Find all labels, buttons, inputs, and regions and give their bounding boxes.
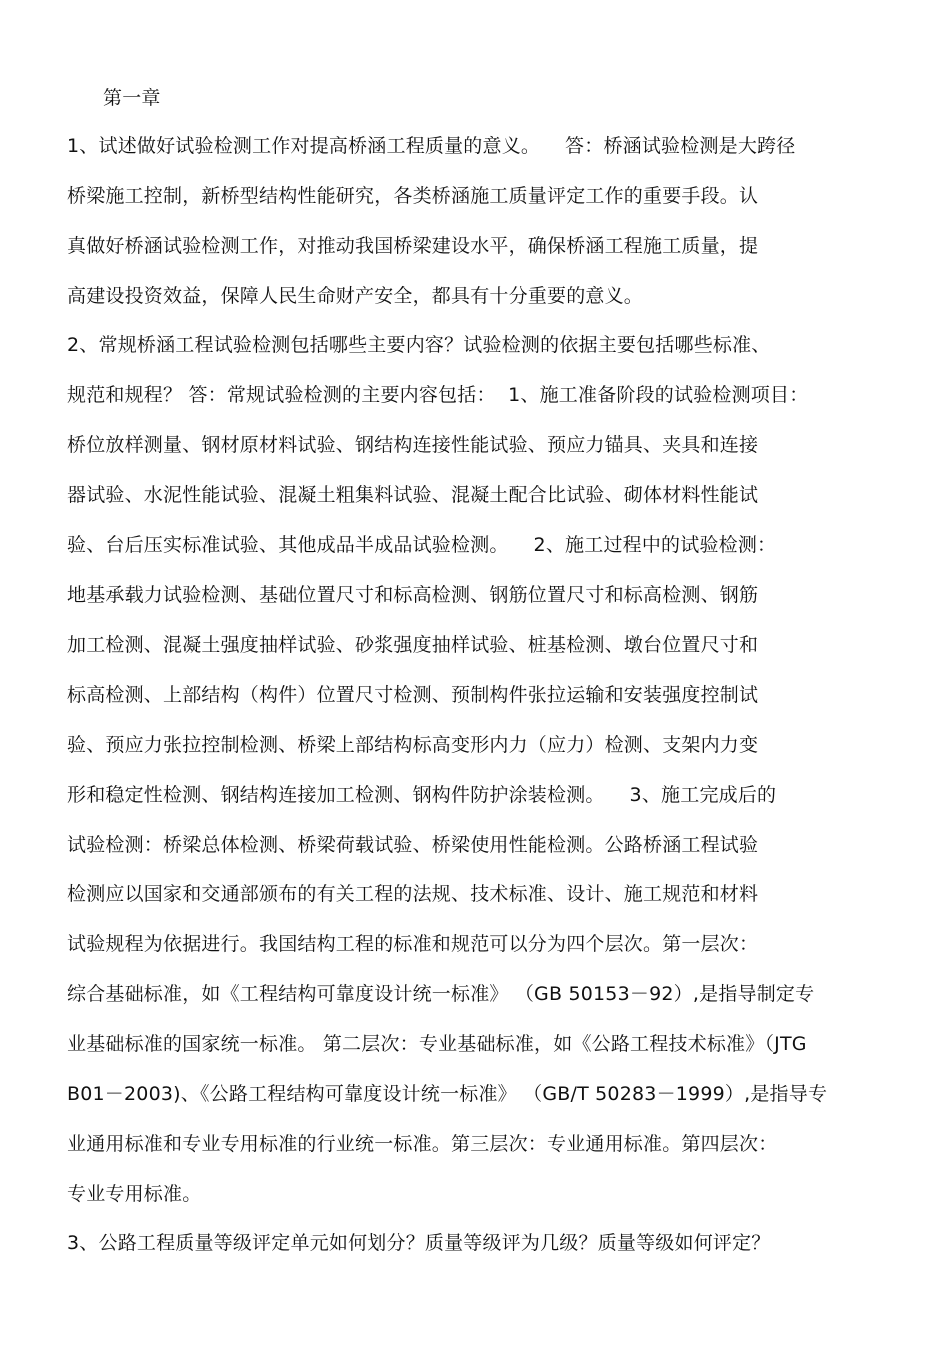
text-line: 加工检测、混凝土强度抽样试验、砂浆强度抽样试验、桩基检测、墩台位置尺寸和 [67, 634, 759, 656]
text-line: 3、公路工程质量等级评定单元如何划分？质量等级评为几级？质量等级如何评定？ [67, 1232, 771, 1254]
text-line: 检测应以国家和交通部颁布的有关工程的法规、技术标准、设计、施工规范和材料 [67, 883, 759, 905]
text-line: 标高检测、上部结构（构件）位置尺寸检测、预制构件张拉运输和安装强度控制试 [67, 684, 759, 706]
text-line: 业基础标准的国家统一标准。 第二层次：专业基础标准，如《公路工程技术标准》（JTG [67, 1033, 807, 1055]
text-line: 规范和规程？ 答：常规试验检测的主要内容包括： 1、施工准备阶段的试验检测项目： [67, 384, 809, 406]
chapter-title: 第一章 [103, 87, 161, 109]
text-line: 桥梁施工控制，新桥型结构性能研究，各类桥涵施工质量评定工作的重要手段。认 [67, 185, 759, 207]
text-line: 业通用标准和专业专用标准的行业统一标准。第三层次：专业通用标准。第四层次： [67, 1133, 778, 1155]
text-line: 试验规程为依据进行。我国结构工程的标准和规范可以分为四个层次。第一层次： [67, 933, 759, 955]
text-line: 2、常规桥涵工程试验检测包括哪些主要内容？试验检测的依据主要包括哪些标准、 [67, 334, 771, 356]
text-line: 器试验、水泥性能试验、混凝土粗集料试验、混凝土配合比试验、砌体材料性能试 [67, 484, 759, 506]
text-line: 形和稳定性检测、钢结构连接加工检测、钢构件防护涂装检测。 3、施工完成后的 [67, 784, 777, 806]
text-line: 综合基础标准，如《工程结构可靠度设计统一标准》 （GB 50153－92）,是指导制定专 [67, 983, 815, 1005]
text-line: 专业专用标准。 [67, 1183, 202, 1205]
text-line: 试验检测：桥梁总体检测、桥梁荷载试验、桥梁使用性能检测。公路桥涵工程试验 [67, 834, 759, 856]
text-line: 地基承载力试验检测、基础位置尺寸和标高检测、钢筋位置尺寸和标高检测、钢筋 [67, 584, 759, 606]
text-line: 验、台后压实标准试验、其他成品半成品试验检测。 2、施工过程中的试验检测： [67, 534, 777, 556]
text-line: 验、预应力张拉控制检测、桥梁上部结构标高变形内力（应力）检测、支架内力变 [67, 734, 759, 756]
text-line: B01－2003)、《公路工程结构可靠度设计统一标准》 （GB/T 50283－1999）,是指导专 [67, 1083, 828, 1105]
text-line: 桥位放样测量、钢材原材料试验、钢结构连接性能试验、预应力锚具、夹具和连接 [67, 434, 759, 456]
text-line: 1、试述做好试验检测工作对提高桥涵工程质量的意义。 答：桥涵试验检测是大跨径 [67, 135, 796, 157]
text-line: 真做好桥涵试验检测工作，对推动我国桥梁建设水平，确保桥涵工程施工质量，提 [67, 235, 759, 257]
text-line: 高建设投资效益，保障人民生命财产安全，都具有十分重要的意义。 [67, 285, 644, 307]
